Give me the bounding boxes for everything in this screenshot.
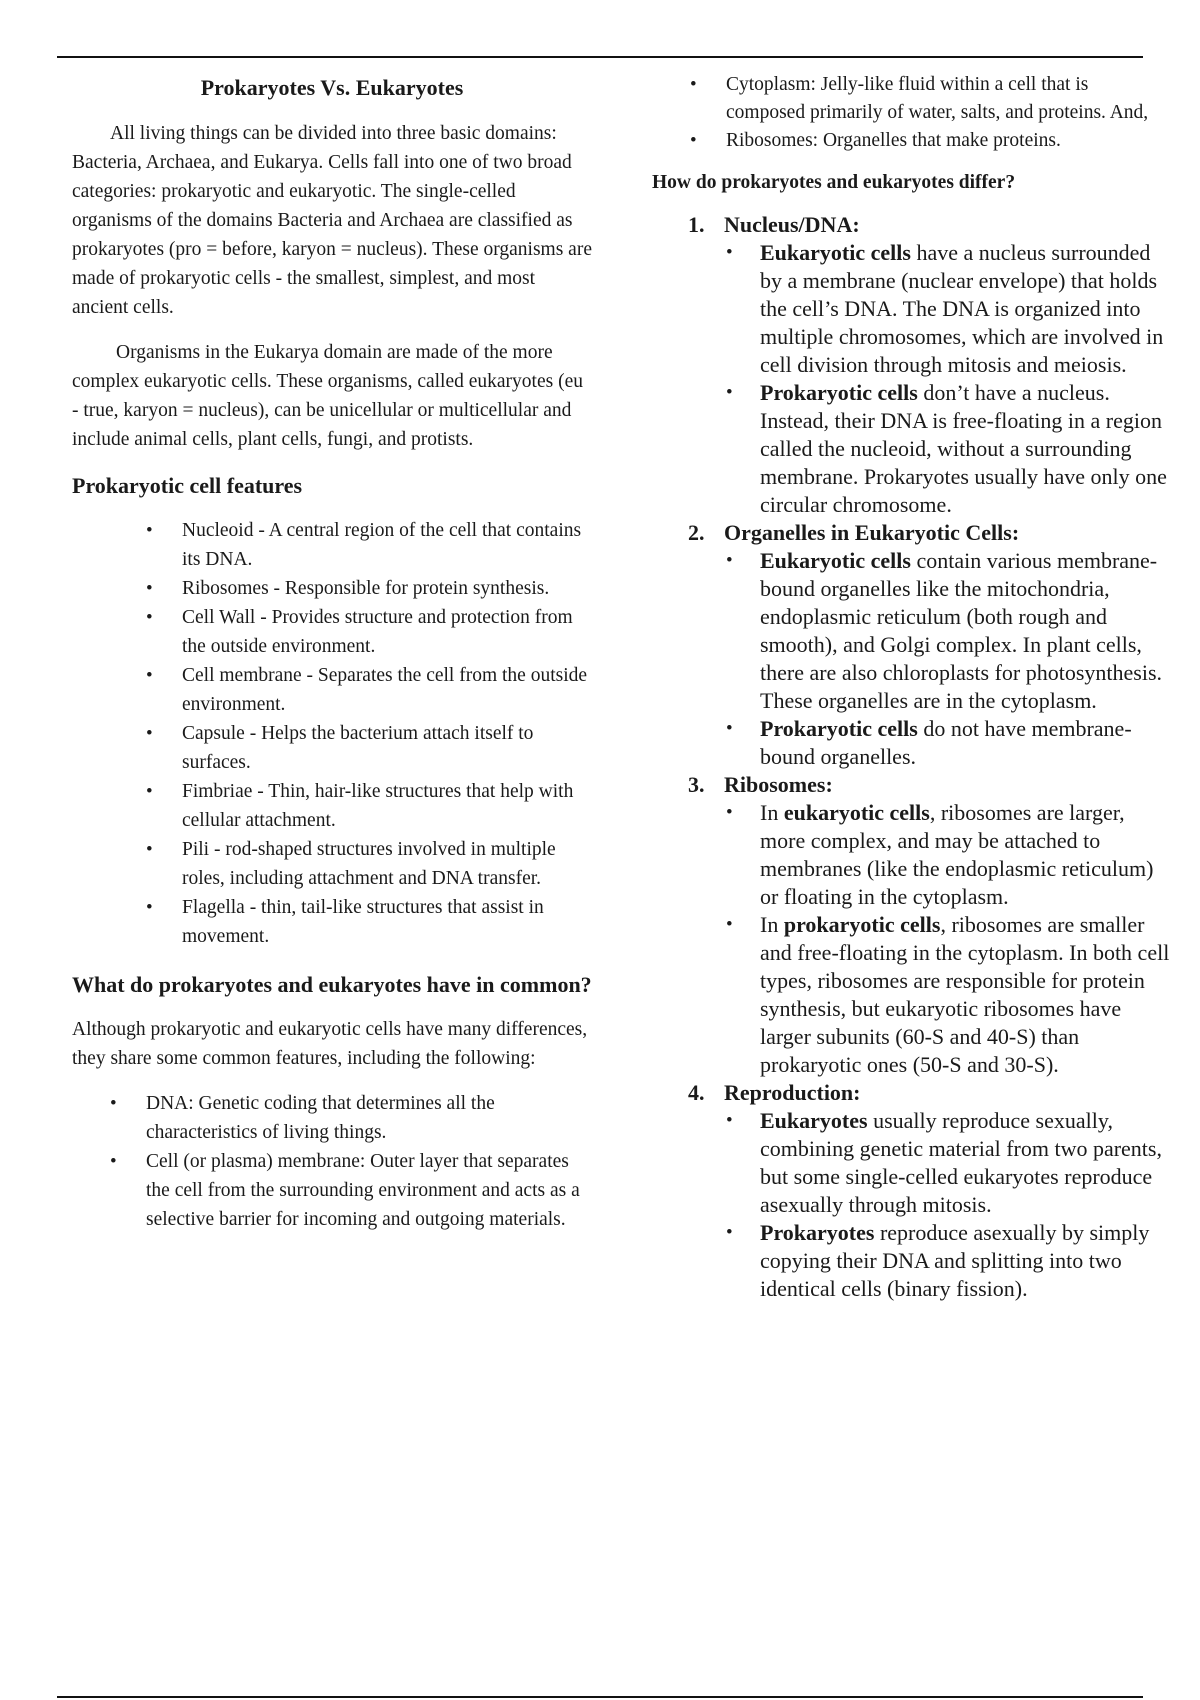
intro-text-1: All living things can be divided into three basic domains: Bacteria, Archaea, and Eukarya. Cells fall into one of two broad categories: prokaryotic and eukaryotic. The single-celled organisms of the domains Bacteria and Archaea are classified as prokaryotes (pro = before, karyon = nucleus). These organisms are made of prokaryotic cells - the smallest, simplest, and most ancient cells. xyxy=(72,123,592,318)
top-rule xyxy=(57,56,1143,58)
difference-section xyxy=(688,519,1172,771)
bold-term: Prokaryotic cells xyxy=(760,716,918,741)
list-item: • Eukaryotic cells have a nucleus surrounded by a membrane (nuclear envelope) that holds the cell’s DNA. The DNA is organized into multiple chromosomes, which are involved in cell division through mitosis and meiosis. xyxy=(760,239,1172,379)
list-item: • In prokaryotic cells, ribosomes are smaller and free-floating in the cytoplasm. In both cell types, ribosomes are responsible for protein synthesis, but eukaryotic ribosomes have larger subunits (60-S and 40-S) than prokaryotic ones (50-S and 30-S). xyxy=(760,911,1172,1079)
bold-term: eukaryotic cells xyxy=(783,800,930,825)
list-item: • Prokaryotic cells do not have membrane-bound organelles. xyxy=(760,715,1172,771)
list-item: • DNA: Genetic coding that determines all the characteristics of living things. xyxy=(146,1089,592,1147)
list-item: • In eukaryotic cells, ribosomes are larger, more complex, and may be attached to membranes (like the endoplasmic reticulum) or floating in the cytoplasm. xyxy=(760,799,1172,911)
bold-term: Eukaryotic cells xyxy=(760,240,911,265)
features-heading: Prokaryotic cell features xyxy=(72,473,303,498)
common-list xyxy=(72,1089,592,1234)
section-number: 4. xyxy=(688,1080,705,1105)
intro-paragraph-2 xyxy=(72,338,592,454)
list-item: • Ribosomes: Organelles that make proteins. xyxy=(726,127,1172,155)
list-item: • Pili - rod-shaped structures involved in multiple roles, including attachment and DNA transfer. xyxy=(182,835,592,893)
difference-section xyxy=(688,1079,1172,1303)
bold-term: Eukaryotes xyxy=(760,1108,868,1133)
list-item: • Eukaryotic cells contain various membrane-bound organelles like the mitochondria, endoplasmic reticulum (both rough and smooth), and Golgi complex. In plant cells, there are also chloroplasts for photosynthesis. These organelles are in the cytoplasm. xyxy=(760,547,1172,715)
intro-text-2: Organisms in the Eukarya domain are made of the more complex eukaryotic cells. These organisms, called eukaryotes (eu - true, karyon = nucleus), can be unicellular or multicellular and include animal cells, plant cells, fungi, and protists. xyxy=(72,342,583,450)
list-item: • Cell Wall - Provides structure and protection from the outside environment. xyxy=(182,603,592,661)
document-title: Prokaryotes Vs. Eukaryotes xyxy=(200,75,464,100)
section-title: Nucleus/DNA: xyxy=(724,212,860,237)
section-title: Reproduction: xyxy=(724,1080,861,1105)
section-title: Ribosomes: xyxy=(724,772,833,797)
common-heading: What do prokaryotes and eukaryotes have in common? xyxy=(72,972,592,997)
bold-term: Eukaryotic cells xyxy=(760,548,911,573)
differences-list xyxy=(652,211,1172,1303)
section-number: 1. xyxy=(688,212,705,237)
list-item: • Eukaryotes usually reproduce sexually, combining genetic material from two parents, but some single-celled eukaryotes reproduce asexually through mitosis. xyxy=(760,1107,1172,1219)
difference-section xyxy=(688,211,1172,519)
common-list-continued xyxy=(652,71,1172,155)
list-item: • Ribosomes - Responsible for protein synthesis. xyxy=(182,574,592,603)
list-item: • Nucleoid - A central region of the cell that contains its DNA. xyxy=(182,516,592,574)
common-intro: Although prokaryotic and eukaryotic cells have many differences, they share some common features, including the following: xyxy=(72,1019,588,1069)
list-item: • Fimbriae - Thin, hair-like structures that help with cellular attachment. xyxy=(182,777,592,835)
list-item: • Flagella - thin, tail-like structures that assist in movement. xyxy=(182,893,592,951)
bold-term: prokaryotic cells xyxy=(783,912,941,937)
list-item: • Prokaryotic cells don’t have a nucleus. Instead, their DNA is free-floating in a region called the nucleoid, without a surrounding membrane. Prokaryotes usually have only one circular chromosome. xyxy=(760,379,1172,519)
list-item: • Prokaryotes reproduce asexually by simply copying their DNA and splitting into two identical cells (binary fission). xyxy=(760,1219,1172,1303)
list-item: • Cell (or plasma) membrane: Outer layer that separates the cell from the surrounding environment and acts as a selective barrier for incoming and outgoing materials. xyxy=(146,1147,592,1234)
bold-term: Prokaryotes xyxy=(760,1220,875,1245)
differ-heading: How do prokaryotes and eukaryotes differ? xyxy=(652,172,1016,193)
intro-paragraph-1 xyxy=(72,119,592,322)
difference-section xyxy=(688,771,1172,1079)
list-item: • Cytoplasm: Jelly-like fluid within a cell that is composed primarily of water, salts, and proteins. And, xyxy=(726,71,1172,127)
bottom-rule xyxy=(57,1696,1143,1698)
features-list xyxy=(72,516,592,951)
section-title: Organelles in Eukaryotic Cells: xyxy=(724,520,1020,545)
bold-term: Prokaryotic cells xyxy=(760,380,918,405)
list-item: • Capsule - Helps the bacterium attach itself to surfaces. xyxy=(182,719,592,777)
left-column xyxy=(72,66,592,1234)
right-column xyxy=(652,66,1172,1303)
section-number: 3. xyxy=(688,772,705,797)
list-item: • Cell membrane - Separates the cell from the outside environment. xyxy=(182,661,592,719)
section-number: 2. xyxy=(688,520,705,545)
